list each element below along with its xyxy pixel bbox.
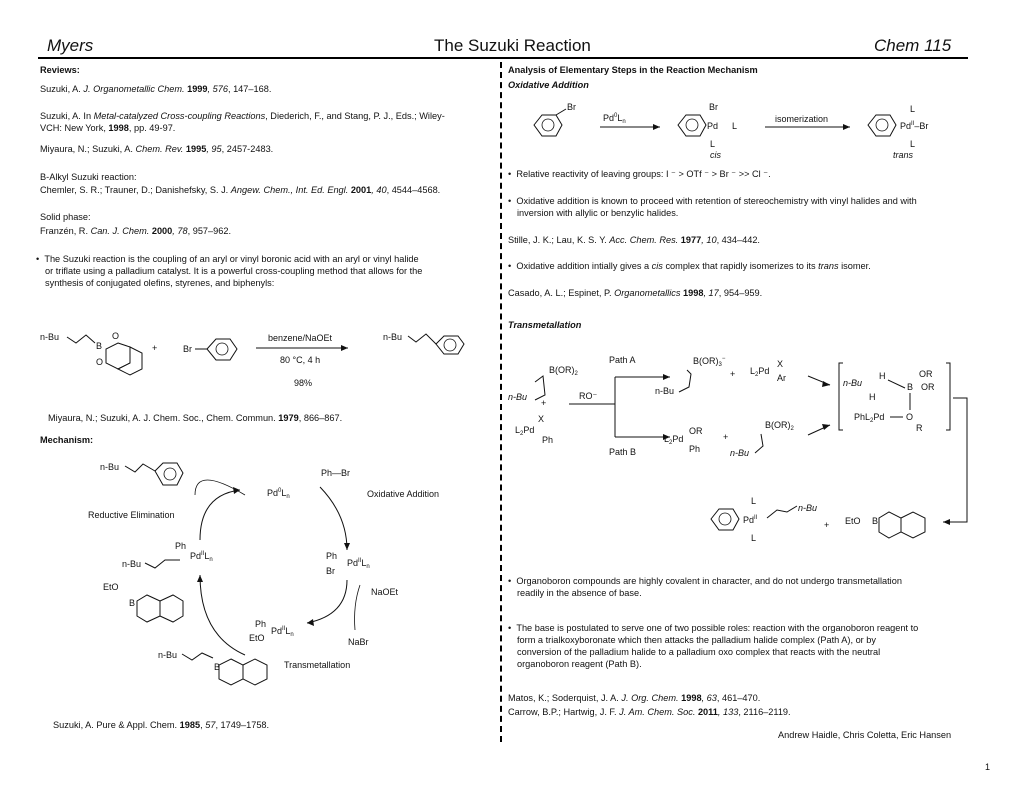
transmetallation-label: Transmetallation bbox=[284, 660, 351, 670]
tr-l2pd-3: $L_2Pd$ bbox=[664, 434, 684, 446]
pdii-right: $Pd^{II}L_n$ bbox=[347, 558, 370, 570]
transmetallation-heading: Transmetallation bbox=[508, 320, 582, 330]
tr-l2pd-2: $L_2Pd$ bbox=[750, 366, 770, 378]
tr-final-arrow bbox=[943, 398, 967, 522]
arrow-oxadd bbox=[320, 487, 347, 550]
tr-prod-b: B bbox=[872, 516, 879, 526]
bromine-label: Br bbox=[183, 344, 192, 354]
ref-stille-1977: Stille, J. K.; Lau, K. S. Y. Acc. Chem. Res. 1977, 10, 434–442. bbox=[508, 235, 760, 245]
tr-nbu-3: n-Bu bbox=[730, 448, 750, 458]
tr-ts-h2: H bbox=[869, 392, 876, 402]
cycle-br: Br bbox=[326, 566, 335, 576]
ref-suzuki-book: Suzuki, A. In Metal-catalyzed Cross-coupling Reactions, Diederich, F., and Stang, P. J., Eds.; Wiley- VCH: New York, 1998, pp. 49-97. bbox=[40, 111, 445, 133]
ph-br-label: Ph—Br bbox=[321, 468, 351, 478]
ox-cis-l1: L bbox=[732, 121, 738, 131]
plus-sign: + bbox=[152, 343, 158, 353]
ox-cis-br: Br bbox=[709, 102, 718, 112]
arrow-top-left bbox=[195, 480, 245, 495]
tr-prod-pd: $Pd^{II}$ bbox=[743, 515, 758, 525]
analysis-heading: Analysis of Elementary Steps in the Reaction Mechanism bbox=[508, 65, 758, 75]
ox-trans-l2: L bbox=[910, 139, 916, 149]
ox-cis-l2: L bbox=[710, 139, 716, 149]
condition-solvent: benzene/NaOEt bbox=[268, 333, 333, 343]
pd0-label: $Pd^0L_n$ bbox=[267, 488, 290, 500]
pdii-left: $Pd^{II}L_n$ bbox=[190, 551, 213, 563]
tr-ts-nbu: n-Bu bbox=[843, 378, 863, 388]
tr-ts-b: B bbox=[907, 382, 914, 392]
tr-ph-1: Ph bbox=[542, 435, 554, 445]
reviews-heading: Reviews: bbox=[40, 65, 80, 75]
ox-br: Br bbox=[567, 102, 576, 112]
tr-l2pd-1: $L_2Pd$ bbox=[515, 425, 535, 437]
ref-suzuki-1999: Suzuki, A. J. Organometallic Chem. 1999, 576, 147–168. bbox=[40, 84, 272, 94]
tr-prod-eto: EtO bbox=[845, 516, 861, 526]
mechanism-heading: Mechanism: bbox=[40, 435, 94, 445]
oxidative-addition-label: Oxidative Addition bbox=[367, 489, 440, 499]
cycle-eto-2: EtO bbox=[249, 633, 265, 643]
tr-ts-r: R bbox=[916, 423, 923, 433]
nabr-label: NaBr bbox=[348, 637, 369, 647]
product-nbu: n-Bu bbox=[383, 332, 403, 342]
isomerization-label: isomerization bbox=[775, 114, 829, 124]
eto-catechol-ring bbox=[160, 595, 183, 622]
path-a-label: Path A bbox=[609, 355, 636, 365]
cycle-nbu: n-Bu bbox=[100, 462, 120, 472]
path-b-label: Path B bbox=[609, 447, 637, 457]
yield-label: 98% bbox=[294, 378, 313, 388]
tr-ar: Ar bbox=[777, 373, 786, 383]
tr-bor2: $B(OR)_2$ bbox=[549, 365, 578, 377]
oxygen-bottom: O bbox=[96, 357, 104, 367]
cycle-nbu-2: n-Bu bbox=[122, 559, 142, 569]
bullet-retention: • Oxidative addition is known to proceed with retention of stereochemistry with vinyl halides and with inversion with allylic or benzylic halides. bbox=[508, 196, 917, 218]
page-title: The Suzuki Reaction bbox=[434, 36, 591, 55]
tr-prod-plus: + bbox=[824, 520, 830, 530]
ref-matos-1998: Matos, K.; Soderquist, J. A. J. Org. Chem. 1998, 63, 461–470. bbox=[508, 693, 761, 703]
ref-miyaura-1979: Miyaura, N.; Suzuki, A. J. Chem. Soc., Chem. Commun. 1979, 866–867. bbox=[48, 413, 343, 423]
cycle-boron-2: B bbox=[214, 662, 221, 672]
tr-ts-phl2pd: PhL$_2$Pd bbox=[854, 412, 885, 424]
oxidative-addition-heading: Oxidative Addition bbox=[508, 80, 589, 90]
tr-bor2-b: $B(OR)_2$ bbox=[765, 420, 794, 432]
pdii-bottom: $Pd^{II}L_n$ bbox=[271, 626, 294, 638]
tr-prod-l2: L bbox=[751, 533, 757, 543]
bullet-organoboron: • Organoboron compounds are highly covalent in character, and do not undergo transmetallation readily in the absence of base. bbox=[508, 576, 902, 598]
bullet-cis-trans: • Oxidative addition intially gives a cis complex that rapidly isomerizes to its trans isomer. bbox=[508, 261, 871, 271]
bullet-base-roles: • The base is postulated to serve one of two possible roles: reaction with the organoboron reagent to form a trialkoxyboronate which then attacks the palladium halide complex (Path A), or by conversion of the palladium halide to a palladium oxo complex that reacts with the neutral organoboron reagent (Path B). bbox=[508, 623, 919, 669]
header-author: Myers bbox=[47, 36, 94, 55]
cycle-ph-right: Ph bbox=[326, 551, 338, 561]
naoet-label: NaOEt bbox=[371, 587, 399, 597]
tr-nbu-2: n-Bu bbox=[655, 386, 675, 396]
cycle-ph-3: Ph bbox=[255, 619, 267, 629]
page-number: 1 bbox=[985, 762, 991, 772]
ox-trans-l1: L bbox=[910, 104, 916, 114]
tr-x-2: X bbox=[777, 359, 784, 369]
tr-ts-or2: OR bbox=[921, 382, 935, 392]
tr-or-b: OR bbox=[689, 426, 703, 436]
boronate-ring bbox=[243, 659, 267, 685]
nbu-label: n-Bu bbox=[40, 332, 60, 342]
ref-suzuki-1985: Suzuki, A. Pure & Appl. Chem. 1985, 57, 1749–1758. bbox=[53, 720, 270, 730]
condition-temp: 80 °C, 4 h bbox=[280, 355, 321, 365]
ref-chemler-2001: Chemler, S. R.; Trauner, D.; Danishefsky, S. J. Angew. Chem., Int. Ed. Engl. 2001, 40, 4544–4568. bbox=[40, 185, 441, 195]
ox-pd0: $Pd^0L_n$ bbox=[603, 113, 626, 125]
ref-carrow-2011: Carrow, B.P.; Hartwig, J. F. J. Am. Chem. Soc. 2011, 133, 2116–2119. bbox=[508, 707, 791, 717]
cycle-eto: EtO bbox=[103, 582, 119, 592]
catalytic-cycle bbox=[85, 455, 455, 715]
bullet-intro: • The Suzuki reaction is the coupling of an aryl or vinyl boronic acid with an aryl or vinyl halide or triflate using a palladium catalyst. It is a powerful cross-coupling method that allows for the synthesis of conjugated olefins, styrenes, and biphenyls: bbox=[36, 254, 423, 288]
tr-ro: RO⁻ bbox=[579, 391, 598, 401]
ref-miyaura-1995: Miyaura, N.; Suzuki, A. Chem. Rev. 1995, 95, 2457-2483. bbox=[40, 144, 274, 154]
reductive-elimination-label: Reductive Elimination bbox=[88, 510, 175, 520]
tr-bor3: $B(OR)_3^-$ bbox=[693, 356, 726, 368]
bromobenzene-ring bbox=[207, 339, 237, 360]
solid-heading: Solid phase: bbox=[40, 212, 91, 222]
tr-plus-2: + bbox=[730, 369, 736, 379]
tr-ph-2: Ph bbox=[689, 444, 701, 454]
header-course: Chem 115 bbox=[874, 36, 952, 55]
tr-plus-1: + bbox=[541, 398, 547, 408]
header-rule bbox=[38, 57, 968, 59]
arrow-trans-2 bbox=[200, 575, 245, 655]
tr-ts-o: O bbox=[906, 412, 914, 422]
ref-franzen-2000: Franzén, R. Can. J. Chem. 2000, 78, 957–962. bbox=[40, 226, 232, 236]
oxygen-top: O bbox=[112, 331, 120, 341]
ox-cis-label: cis bbox=[710, 150, 721, 160]
alkyl-heading: B-Alkyl Suzuki reaction: bbox=[40, 172, 137, 182]
product-ring bbox=[155, 463, 183, 485]
column-divider bbox=[500, 62, 502, 742]
tr-ts-or1: OR bbox=[919, 369, 933, 379]
tr-ts-h1: H bbox=[879, 371, 886, 381]
ox-cis-pd: Pd bbox=[707, 121, 719, 131]
tr-prod-l1: L bbox=[751, 496, 757, 506]
authors: Andrew Haidle, Chris Coletta, Eric Hansen bbox=[778, 730, 952, 740]
tr-nbu-1: n-Bu bbox=[508, 392, 528, 402]
ox-trans-pd: $Pd^{II}-Br$ bbox=[900, 121, 929, 131]
transmetallation-scheme bbox=[505, 340, 975, 545]
ref-casado-1998: Casado, A. L.; Espinet, P. Organometallics 1998, 17, 954–959. bbox=[508, 288, 763, 298]
bullet-reactivity: • Relative reactivity of leaving groups: I ⁻ > OTf ⁻ > Br ⁻ >> Cl ⁻. bbox=[508, 169, 771, 179]
oxidative-addition-scheme bbox=[520, 98, 970, 163]
cycle-nbu-3: n-Bu bbox=[158, 650, 178, 660]
arrow-redel bbox=[200, 490, 240, 540]
tr-x: X bbox=[538, 414, 545, 424]
tr-plus-3: + bbox=[723, 432, 729, 442]
tr-prod-nbu: n-Bu bbox=[798, 503, 818, 513]
arrow-trans-1 bbox=[307, 580, 347, 623]
ox-trans-label: trans bbox=[893, 150, 914, 160]
cycle-ph-top: Ph bbox=[175, 541, 187, 551]
cycle-boron: B bbox=[129, 598, 136, 608]
suzuki-coupling-scheme bbox=[30, 325, 475, 405]
boron-label: B bbox=[96, 341, 103, 351]
